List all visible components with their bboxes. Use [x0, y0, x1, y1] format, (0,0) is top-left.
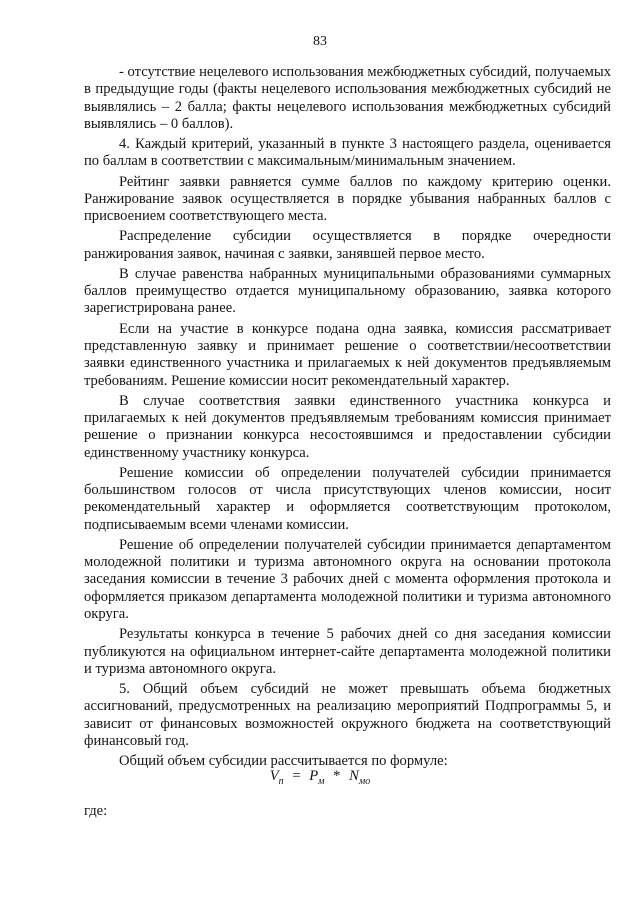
paragraph-total-volume: 5. Общий объем субсидий не может превышать объема бюджетных ассигнований, предусмотренных на реализацию мероприятий Подпрограммы 5, и зависит от финансовых возможностей окружного бюджета на соответствующий финансовый год.: [84, 681, 611, 749]
where-label: где:: [84, 803, 108, 819]
formula-term2-subscript: мо: [358, 775, 371, 787]
page-number: 83: [313, 34, 327, 49]
paragraph-single-application: Если на участие в конкурсе подана одна заявка, комиссия рассматривает представленную заявку и принимает решение о соответствии/несоответствии заявки единственного участника и прилагаемых к ней документов предъявляемым требованиям. Решение комиссии носит рекомендательный характер.: [84, 320, 611, 389]
paragraph-commission-decision: Решение комиссии об определении получателей субсидии принимается большинством голосов от числа присутствующих членов комиссии, носит рекомендательный характер и оформляется соответствующим протоколом, подписываемым всеми членами комиссии.: [84, 464, 611, 533]
paragraph-equal-scores: В случае равенства набранных муниципальными образованиями суммарных баллов преимущество отдается муниципальному образованию, заявка которого зарегистрирована ранее.: [84, 265, 611, 317]
paragraph-department-decision: Решение об определении получателей субсидии принимается департаментом молодежной политики и туризма автономного округа на основании протокола заседания комиссии в течение 3 рабочих дней с момента оформления протокола и оформляется приказом департамента молодежной политики и туризма автономного округа.: [84, 536, 611, 623]
paragraph-subsidy-distribution: Распределение субсидии осуществляется в порядке очередности ранжирования заявок, начиная с заявки, занявшей первое место.: [84, 228, 611, 262]
formula-term1-subscript: м: [318, 775, 325, 787]
formula-multiply: *: [333, 768, 341, 784]
formula-term1-symbol: P: [309, 768, 319, 784]
paragraph-formula-intro: Общий объем субсидии рассчитывается по формуле:: [119, 753, 448, 770]
paragraph-application-rating: Рейтинг заявки равняется сумме баллов по каждому критерию оценки. Ранжирование заявок осуществляется в порядке убывания набранных баллов с присвоением соответствующего места.: [84, 173, 611, 225]
paragraph-misuse-criterion: - отсутствие нецелевого использования межбюджетных субсидий, получаемых в предыдущие годы (факты нецелевого использования межбюджетных субсидий не выявлялись – 2 балла; факты нецелевого использования межбюджетных субсидий выявлялись – 0 баллов).: [84, 64, 611, 132]
formula-left-subscript: п: [278, 775, 284, 787]
formula-equals: =: [292, 768, 301, 784]
subsidy-formula: [0, 768, 640, 787]
paragraph-criteria-scoring: 4. Каждый критерий, указанный в пункте 3 настоящего раздела, оценивается по баллам в соответствии с максимальным/минимальным значением.: [84, 136, 611, 170]
paragraph-single-participant: В случае соответствия заявки единственного участника конкурса и прилагаемых к ней документов предъявляемым требованиям комиссия принимает решение о признании конкурса несостоявшимся и предоставлении субсидии единственному участнику конкурса.: [84, 392, 611, 461]
formula-term2-symbol: N: [349, 768, 359, 784]
formula-left-symbol: V: [269, 768, 279, 784]
document-body: [84, 64, 611, 773]
paragraph-results-publication: Результаты конкурса в течение 5 рабочих дней со дня заседания комиссии публикуются на официальном интернет-сайте департамента молодежной политики и туризма автономного округа.: [84, 626, 611, 677]
